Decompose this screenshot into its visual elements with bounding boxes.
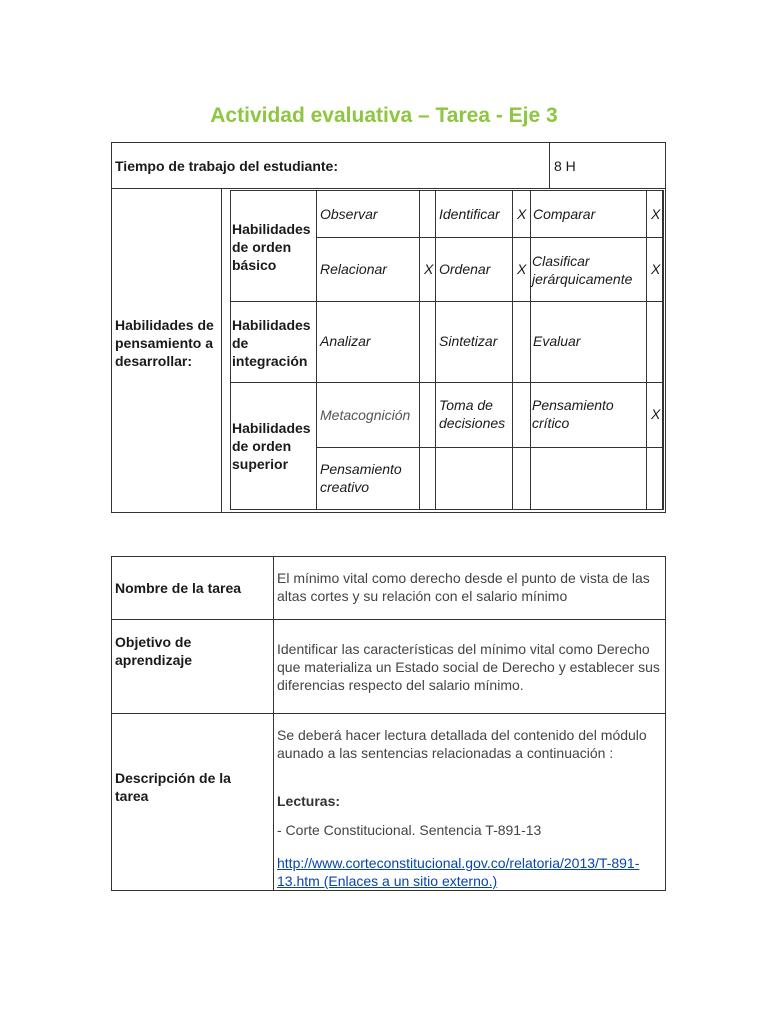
skill-analizar: Analizar [320,333,371,349]
task-table [111,556,666,891]
objective-label: Objetivo de aprendizaje [115,634,193,668]
skill-metacognicion: Metacognición [320,407,411,423]
mark-identificar: X [517,206,527,222]
reading-item: - Corte Constitucional. Sentencia T-891-13 [277,822,542,838]
skill-pensamiento-creativo: Pensamiento creativo [320,461,402,495]
reading-link[interactable]: http://www.corteconstitucional.gov.co/relatoria/2013/T-891-13.htm (Enlaces a un sitio externo.) [277,855,640,889]
description-label: Descripción de la tarea [115,770,231,804]
skill-identificar: Identificar [439,206,500,222]
readings-heading: Lecturas: [277,793,341,809]
skill-comparar: Comparar [533,206,596,222]
skills-main-label: Habilidades de pensamiento a desarrollar: [115,317,214,369]
skill-ordenar: Ordenar [439,261,491,277]
mark-comparar: X [651,206,661,222]
time-value: 8 H [554,158,576,174]
mark-clasificar: X [651,261,661,277]
task-name-value: El mínimo vital como derecho desde el punto de vista de las altas cortes y su relación con el salario mínimo [277,570,650,604]
integration-skills-label: Habilidades de integración [232,317,311,369]
basic-skills-label: Habilidades de orden básico [232,221,311,273]
skill-evaluar: Evaluar [533,333,581,349]
objective-value: Identificar las características del mínimo vital como Derecho que materializa un Estado social de Derecho y establecer sus diferencias respecto del salario mínimo. [277,641,660,693]
time-label: Tiempo de trabajo del estudiante: [115,158,339,174]
skill-pensamiento-critico: Pensamiento crítico [532,397,614,431]
mark-pensamiento-critico: X [651,406,661,422]
mark-ordenar: X [517,261,527,277]
skill-relacionar: Relacionar [320,261,387,277]
skill-sintetizar: Sintetizar [439,333,498,349]
description-intro: Se deberá hacer lectura detallada del contenido del módulo aunado a las sentencias relacionadas a continuación : [277,727,647,761]
task-name-label: Nombre de la tarea [115,580,242,596]
skill-toma-decisiones: Toma de decisiones [439,397,506,431]
skill-observar: Observar [320,206,378,222]
superior-skills-label: Habilidades de orden superior [232,420,311,472]
skill-clasificar: Clasificar jerárquicamente [532,253,633,287]
mark-relacionar: X [424,261,434,277]
page-title: Actividad evaluativa – Tarea - Eje 3 [210,104,558,127]
